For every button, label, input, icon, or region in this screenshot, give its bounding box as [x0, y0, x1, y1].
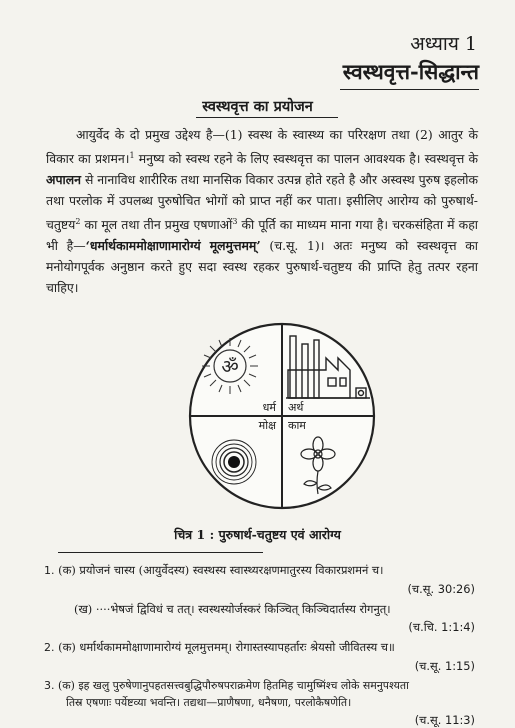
footnote-number: 3.	[44, 679, 55, 692]
footnote-marker: 2	[75, 217, 81, 227]
chapter-number: अध्याय 1	[410, 33, 477, 55]
quotation: ‘धर्मार्थकाममोक्षाणामारोग्यं मूलमुत्तमम्’	[85, 238, 261, 254]
footnote-3-reference: (च.सू. 11:3)	[414, 713, 475, 727]
section-heading: स्वस्थवृत्त का प्रयोजन	[202, 98, 313, 115]
footnote-number: 2.	[44, 641, 55, 654]
body-paragraph	[46, 124, 478, 298]
paragraph-text: मनुष्य को स्वस्थ रहने के लिए स्वस्थवृत्त का पालन आवश्यक है। स्वस्थवृत्त के	[134, 151, 478, 167]
footnote-label: (क)	[57, 679, 75, 692]
footnote-text: तिस्र एषणाः पर्येष्टव्या भवन्ति। तद्यथा—प्राणैषणा, धनैषणा, परलोकैषणेति।	[66, 696, 352, 709]
footnote-label: (ख)	[74, 602, 93, 616]
footnote-1b-reference: (च.चि. 1:1:4)	[408, 620, 475, 634]
svg-text:ॐ: ॐ	[221, 356, 239, 378]
figure-caption: चित्र 1 : पुरुषार्थ-चतुष्टय एवं आरोग्य	[174, 527, 341, 542]
header-rule	[340, 89, 479, 90]
bold-term: अपालन	[46, 172, 81, 188]
footnote-2-reference: (च.सू. 1:15)	[414, 659, 475, 673]
label-kama: काम	[288, 419, 306, 432]
section-heading-underline	[196, 117, 338, 118]
purushartha-figure	[178, 318, 386, 514]
footnote-number: 1.	[44, 564, 55, 577]
footnote-label: (क)	[58, 563, 76, 577]
paragraph-text: (च.सू. 1)। अतः मनुष्य को स्वस्थवृत्त का मनोयोगपूर्वक अनुष्ठान करते हुए सदा स्वस्थ रहकर पुरुषार्थ-चतुष्टय की प्राप्ति हेतु तत्पर रहना चाहिए।	[46, 238, 478, 296]
footnote-2	[44, 638, 484, 657]
footnote-3	[44, 677, 484, 711]
footnote-marker: 3	[232, 217, 238, 227]
footnote-1a	[44, 561, 484, 580]
footnote-text: प्रयोजनं चास्य (आयुर्वेदस्य) स्वस्थस्य स्वास्थ्यरक्षणमातुरस्य विकारप्रशमनं च।	[79, 563, 384, 577]
paragraph-text: का मूल तथा तीन प्रमुख एषणाओं	[80, 217, 233, 233]
footnote-1a-reference: (च.सू. 30:26)	[407, 582, 475, 596]
footnote-label: (क)	[58, 640, 76, 654]
footnote-separator	[58, 552, 263, 553]
label-dharma: धर्म	[262, 401, 276, 414]
footnote-marker: 1	[129, 151, 135, 160]
label-artha: अर्थ	[288, 401, 304, 414]
footnote-text: ····भेषजं द्विविधं च तत्। स्वस्थस्योर्जस्करं किञ्चित् किञ्चिदार्तस्य रोगनुत्।	[95, 602, 391, 616]
footnote-text: इह खलु पुरुषेणानुपहतसत्त्वबुद्धिपौरुषपराक्रमेण हितमिह चामुष्मिंश्च लोके समनुपश्यता	[78, 679, 409, 692]
footnote-text: धर्मार्थकाममोक्षाणामारोग्यं मूलमुत्तमम्। रोगास्तस्यापहर्तारः श्रेयसो जीवितस्य च॥	[79, 640, 395, 654]
paragraph-text: की पूर्ति का माध्यम माना गया है। चरकसंहिता में कहा भी है—	[46, 217, 478, 254]
paragraph-text: आयुर्वेद के दो प्रमुख उद्देश्य है—(1) स्वस्थ के स्वास्थ्य का परिरक्षण तथा (2) आतुर के विकार का प्रशमन।	[46, 127, 478, 167]
footnote-1b	[74, 600, 484, 619]
paragraph-text: से नानाविध शारीरिक तथा मानसिक विकार उत्पन्न होते रहते है और अस्वस्थ पुरुष इहलोक तथा परलोक में उपलब्ध पुरुषोचित भोगों को प्राप्त नहीं कर पाता। इसीलिए आरोग्य को पुरुषार्थ-चतुष्टय	[46, 172, 478, 233]
chapter-title: स्वस्थवृत्त-सिद्धान्त	[342, 59, 479, 84]
label-moksha: मोक्ष	[258, 419, 276, 432]
